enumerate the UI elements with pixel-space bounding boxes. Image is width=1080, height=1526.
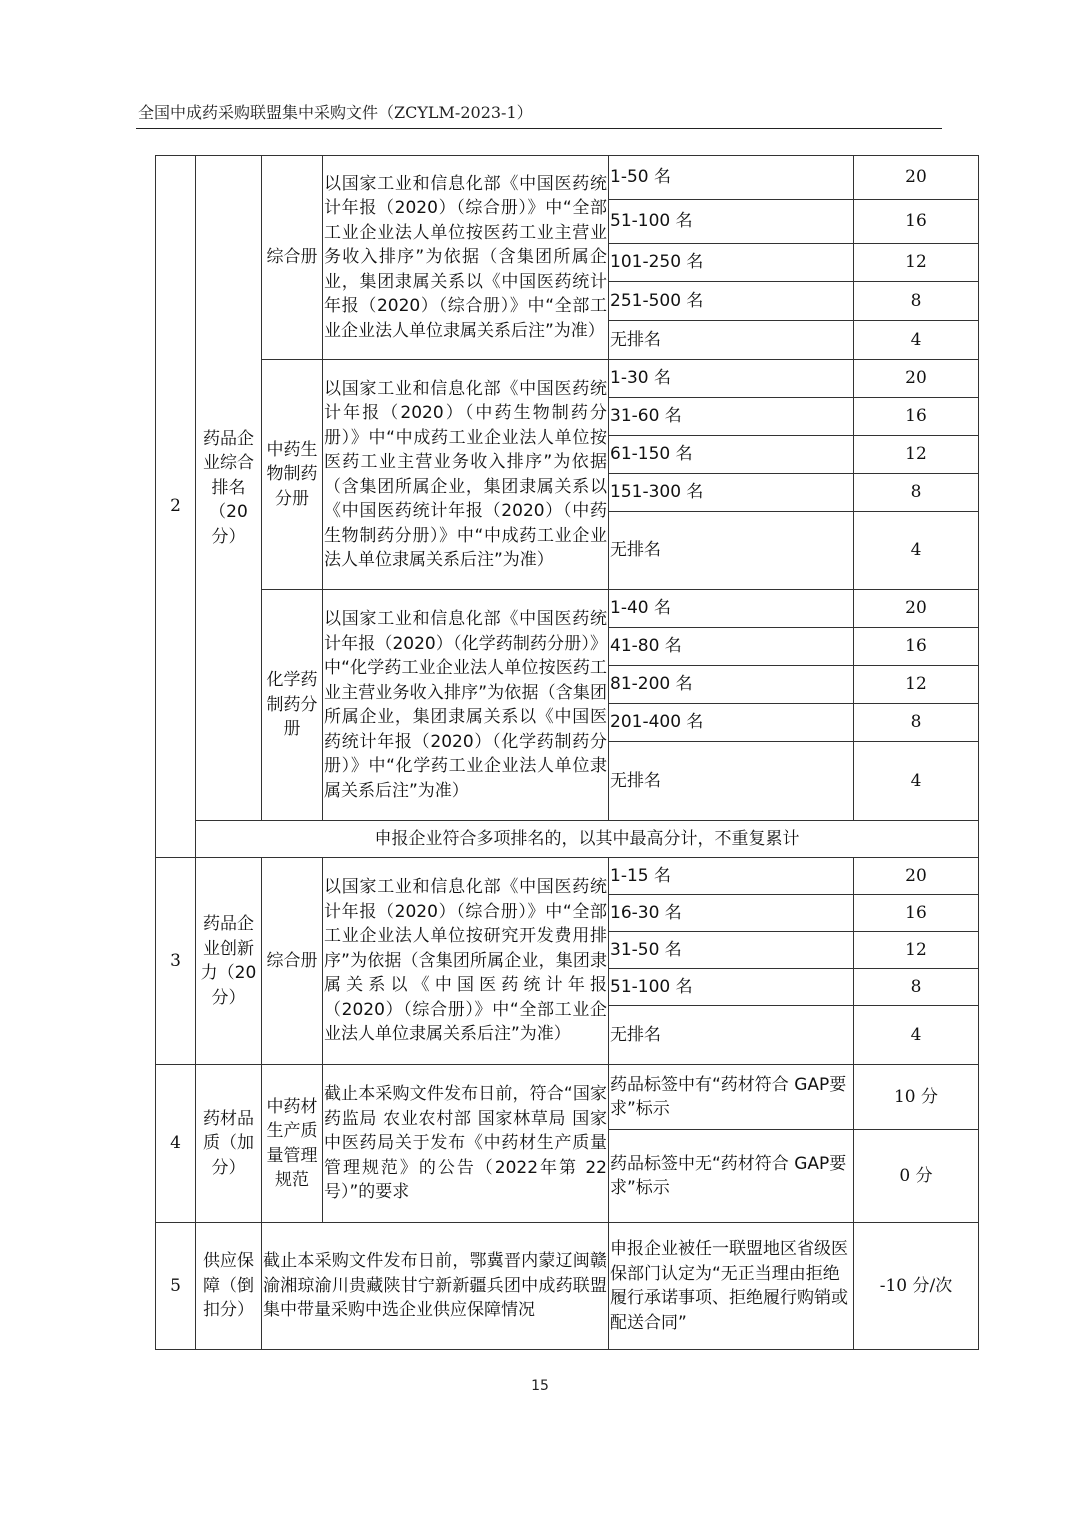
scoring-table: [155, 155, 979, 1350]
score-value: 8: [854, 282, 979, 321]
row-number: 3: [156, 858, 196, 1065]
score-value: 16: [854, 895, 979, 932]
score-value: 12: [854, 932, 979, 969]
table-row: [156, 590, 979, 628]
rank-range: 251-500 名: [609, 282, 854, 321]
score-value: 16: [854, 628, 979, 666]
ranking-note: 申报企业符合多项排名的，以其中最高分计，不重复累计: [196, 821, 979, 858]
rank-range: 51-100 名: [609, 200, 854, 244]
sub-category: 化学药制药分册: [262, 590, 323, 821]
score-value: 16: [854, 398, 979, 436]
label-condition: 药品标签中有“药材符合 GAP要求”标示: [609, 1065, 854, 1130]
rank-range: 1-30 名: [609, 360, 854, 398]
score-value: 0 分: [854, 1130, 979, 1223]
scoring-item: 药材品质（加分）: [196, 1065, 262, 1223]
score-value: 20: [854, 858, 979, 895]
score-value: 20: [854, 156, 979, 200]
scoring-item: 供应保障（倒扣分）: [196, 1223, 262, 1350]
scoring-basis: 以国家工业和信息化部《中国医药统计年报（2020）（综合册）》中“全部工业企业法人单位按研究开发费用排序”为依据（含集团所属企业，集团隶属关系以《中国医药统计年报（2020）（综合册）》中“全部工业企业法人单位隶属关系后注”为准）: [323, 858, 609, 1065]
sub-category: 综合册: [262, 858, 323, 1065]
rank-range: 1-50 名: [609, 156, 854, 200]
score-value: 4: [854, 512, 979, 590]
sub-category: 综合册: [262, 156, 323, 360]
score-value: 4: [854, 321, 979, 360]
sub-category: 中药生物制药分册: [262, 360, 323, 590]
score-value: 20: [854, 360, 979, 398]
table-row: [156, 858, 979, 895]
header-divider: [136, 128, 942, 129]
label-condition: 药品标签中无“药材符合 GAP要求”标示: [609, 1130, 854, 1223]
score-value: 8: [854, 969, 979, 1006]
scoring-basis: 以国家工业和信息化部《中国医药统计年报（2020）（化学药制药分册）》中“化学药工业企业法人单位按医药工业主营业务收入排序”为依据（含集团所属企业，集团隶属关系以《中国医药统计年报（2020）（化学药制药分册）》中“化学药工业企业法人单位隶属关系后注”为准）: [323, 590, 609, 821]
rank-range: 41-80 名: [609, 628, 854, 666]
scoring-basis: 截止本采购文件发布日前，符合“国家药监局 农业农村部 国家林草局 国家中医药局关于发布《中药材生产质量管理规范》的公告（2022年第 22 号）”的要求: [323, 1065, 609, 1223]
scoring-item: 药品企业创新力（20分）: [196, 858, 262, 1065]
score-value: 8: [854, 474, 979, 512]
rank-range: 无排名: [609, 512, 854, 590]
score-value: -10 分/次: [854, 1223, 979, 1350]
row-number: 4: [156, 1065, 196, 1223]
page-number: 15: [531, 1378, 549, 1394]
rank-range: 1-40 名: [609, 590, 854, 628]
rank-range: 无排名: [609, 742, 854, 821]
rank-range: 31-50 名: [609, 932, 854, 969]
rank-range: 无排名: [609, 321, 854, 360]
table-row: [156, 360, 979, 398]
rank-range: 16-30 名: [609, 895, 854, 932]
rank-range: 201-400 名: [609, 704, 854, 742]
score-value: 4: [854, 742, 979, 821]
scoring-basis: 以国家工业和信息化部《中国医药统计年报（2020）（综合册）》中“全部工业企业法人单位按医药工业主营业务收入排序”为依据（含集团所属企业，集团隶属关系以《中国医药统计年报（2020）（综合册）》中“全部工业企业法人单位隶属关系后注”为准）: [323, 156, 609, 360]
row-number: 5: [156, 1223, 196, 1350]
rank-range: 无排名: [609, 1006, 854, 1065]
score-value: 4: [854, 1006, 979, 1065]
rank-range: 61-150 名: [609, 436, 854, 474]
rank-range: 51-100 名: [609, 969, 854, 1006]
table-row: [156, 1065, 979, 1130]
penalty-condition: 申报企业被任一联盟地区省级医保部门认定为“无正当理由拒绝履行承诺事项、拒绝履行购销或配送合同”: [609, 1223, 854, 1350]
table-row: [156, 156, 979, 200]
rank-range: 81-200 名: [609, 666, 854, 704]
score-value: 10 分: [854, 1065, 979, 1130]
document-header: 全国中成药采购联盟集中采购文件（ZCYLM-2023-1）: [138, 103, 533, 122]
scoring-basis: 以国家工业和信息化部《中国医药统计年报（2020）（中药生物制药分册）》中“中成药工业企业法人单位按医药工业主营业务收入排序”为依据（含集团所属企业，集团隶属关系以《中国医药统计年报（2020）（中药生物制药分册）》中“中成药工业企业法人单位隶属关系后注”为准）: [323, 360, 609, 590]
score-value: 12: [854, 666, 979, 704]
table-row: [156, 1223, 979, 1350]
score-value: 8: [854, 704, 979, 742]
rank-range: 151-300 名: [609, 474, 854, 512]
scoring-item: 药品企业综合排名（20分）: [196, 156, 262, 821]
rank-range: 101-250 名: [609, 244, 854, 282]
score-value: 12: [854, 244, 979, 282]
score-value: 12: [854, 436, 979, 474]
rank-range: 1-15 名: [609, 858, 854, 895]
rank-range: 31-60 名: [609, 398, 854, 436]
score-value: 20: [854, 590, 979, 628]
score-value: 16: [854, 200, 979, 244]
row-number: 2: [156, 156, 196, 858]
scoring-basis: 截止本采购文件发布日前，鄂冀晋内蒙辽闽赣渝湘琼渝川贵藏陕甘宁新新疆兵团中成药联盟集中带量采购中选企业供应保障情况: [262, 1223, 609, 1350]
table-row: [156, 821, 979, 858]
sub-category: 中药材生产质量管理规范: [262, 1065, 323, 1223]
